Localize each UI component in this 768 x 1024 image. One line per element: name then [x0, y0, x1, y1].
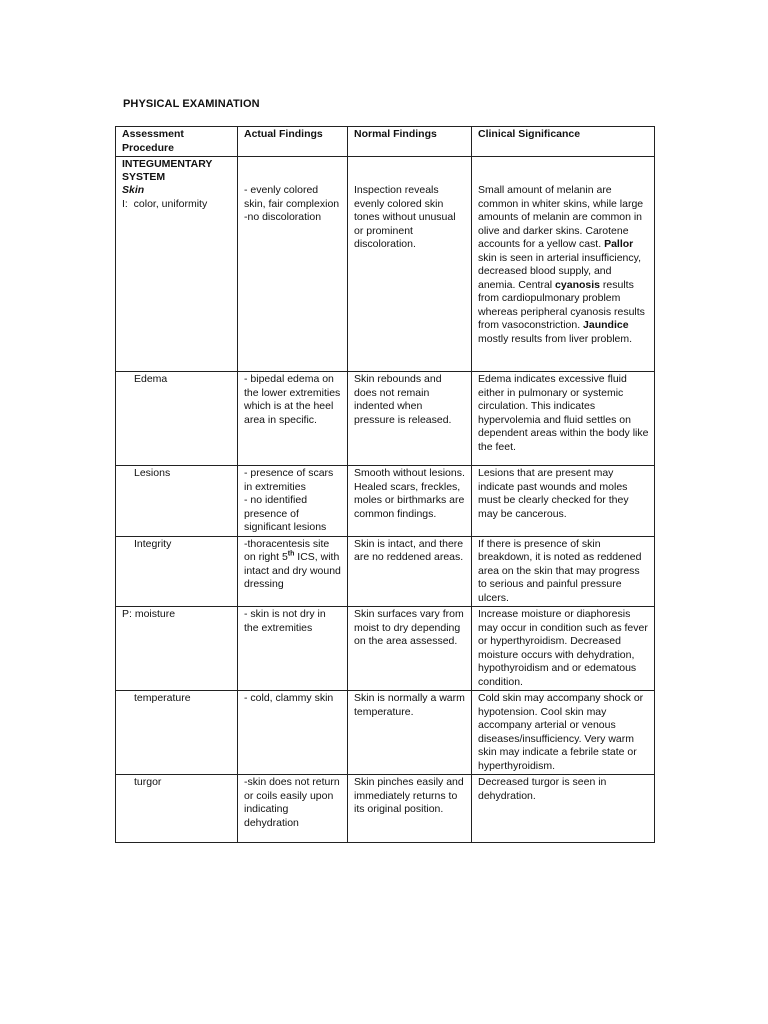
cell-normal: Skin surfaces vary from moist to dry depending on the area assessed.: [348, 607, 472, 691]
cell-procedure: temperature: [116, 691, 238, 775]
cell-actual: - skin is not dry in the extremities: [238, 607, 348, 691]
system-name: INTEGUMENTARY SYSTEM: [122, 158, 213, 183]
cell-procedure: Integrity: [116, 536, 238, 607]
table-row-lesions: [116, 466, 655, 537]
cyanosis-term: cyanosis: [555, 278, 600, 291]
cell-actual: [238, 157, 348, 372]
cell-procedure: Edema: [116, 372, 238, 466]
cell-normal: Smooth without lesions. Healed scars, freckles, moles or birthmarks are common findings.: [348, 466, 472, 537]
cell-clinical: Lesions that are present may indicate past wounds and moles must be clearly checked for they may be cancerous.: [472, 466, 655, 537]
clinical-text: Small amount of melanin are common in whiter skins, while large amounts of melanin are common in olive and darker skins. Carotene accounts for a yellow cast. Pallor skin is seen in arterial insufficiency, decreased blood supply, and anemia. Central cyanosis results from cardiopulmonary problem whereas peripheral cyanosis results from vasoconstriction. Jaundice mostly results from liver problem.: [478, 184, 645, 345]
cell-actual: - presence of scars in extremities - no identified presence of significant lesions: [238, 466, 348, 537]
cell-clinical: If there is presence of skin breakdown, it is noted as reddened area on the skin that may progress to serious and painful pressure ulcers.: [472, 536, 655, 607]
jaundice-term: Jaundice: [583, 319, 629, 331]
table-row-edema: [116, 372, 655, 466]
cell-normal: [348, 157, 472, 372]
header-clinical: Clinical Significance: [472, 127, 655, 157]
table-row-integrity: [116, 536, 655, 607]
cell-actual: - cold, clammy skin: [238, 691, 348, 775]
cell-actual: -thoracentesis site on right 5th ICS, with intact and dry wound dressing: [238, 536, 348, 607]
cell-normal: Skin is intact, and there are no reddened areas.: [348, 536, 472, 607]
cell-actual: -skin does not return or coils easily upon indicating dehydration: [238, 775, 348, 843]
cell-actual: - bipedal edema on the lower extremities which is at the heel area in specific.: [238, 372, 348, 466]
cell-clinical: [472, 157, 655, 372]
cell-clinical: Edema indicates excessive fluid either in pulmonary or systemic circulation. This indicates hypervolemia and fluid settles on dependent areas within the body like the feet.: [472, 372, 655, 466]
cell-clinical: Decreased turgor is seen in dehydration.: [472, 775, 655, 843]
table-row-color: [116, 157, 655, 372]
cell-normal: Skin is normally a warm temperature.: [348, 691, 472, 775]
cell-procedure: P: moisture: [116, 607, 238, 691]
cell-procedure: turgor: [116, 775, 238, 843]
header-actual: Actual Findings: [238, 127, 348, 157]
table-row-temperature: [116, 691, 655, 775]
procedure-label: I: color, uniformity: [122, 197, 208, 210]
cell-clinical: Increase moisture or diaphoresis may occur in condition such as fever or hyperthyroidism. Decreased moisture occurs with dehydration, hypothyroidism and or edematous condition.: [472, 607, 655, 691]
skin-subheading: Skin: [122, 184, 145, 196]
cell-procedure: [116, 157, 238, 372]
physical-exam-table: [115, 126, 655, 843]
normal-text: Inspection reveals evenly colored skin tones without unusual or prominent discoloration.: [354, 184, 456, 250]
cell-procedure: Lesions: [116, 466, 238, 537]
table-row-moisture: [116, 607, 655, 691]
table-header-row: [116, 127, 655, 157]
cell-normal: Skin rebounds and does not remain indented when pressure is released.: [348, 372, 472, 466]
header-assessment: Assessment Procedure: [116, 127, 238, 157]
actual-text: - evenly colored skin, fair complexion -no discoloration: [244, 184, 340, 223]
cell-normal: Skin pinches easily and immediately returns to its original position.: [348, 775, 472, 843]
table-row-turgor: [116, 775, 655, 843]
page-title: PHYSICAL EXAMINATION: [123, 98, 260, 110]
header-normal: Normal Findings: [348, 127, 472, 157]
pallor-term: Pallor: [604, 238, 634, 250]
cell-clinical: Cold skin may accompany shock or hypotension. Cool skin may accompany arterial or venous diseases/insufficiency. Very warm skin may indicate a febrile state or hyperthyroidism.: [472, 691, 655, 775]
